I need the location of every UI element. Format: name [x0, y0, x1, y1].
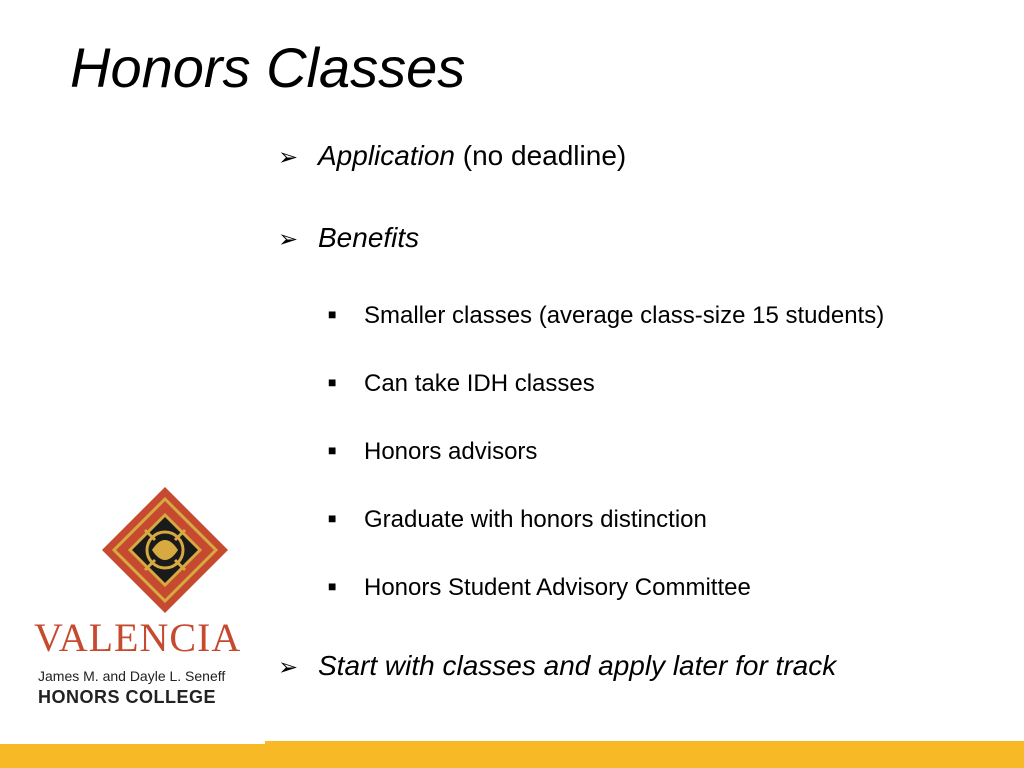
sub-bullet-text: Honors advisors: [364, 438, 538, 465]
bullet-emphasis: Start with classes and apply later for track: [318, 650, 837, 681]
arrow-bullet-icon: ➢: [278, 226, 299, 253]
sub-bullet: [328, 506, 707, 534]
logo-subtitle: James M. and Dayle L. Seneff: [38, 668, 226, 684]
bullet-emphasis: Benefits: [318, 222, 420, 253]
square-bullet-icon: ■: [328, 306, 337, 322]
bullet-benefits: [278, 222, 419, 254]
sub-bullet-text: Graduate with honors distinction: [364, 506, 707, 533]
bullet-application: [278, 140, 626, 172]
bullet-start: [278, 650, 836, 682]
sub-bullet: [328, 574, 751, 602]
sub-bullet: [328, 370, 595, 398]
footer-divider: [0, 741, 265, 744]
arrow-bullet-icon: ➢: [278, 654, 299, 681]
college-seal-icon: [100, 485, 230, 615]
sub-bullet: [328, 438, 537, 466]
sub-bullet-text: Honors Student Advisory Committee: [364, 574, 751, 601]
slide-title: Honors Classes: [70, 36, 466, 99]
bullet-text: (no deadline): [454, 140, 627, 171]
square-bullet-icon: ■: [328, 510, 337, 526]
sub-bullet-text: Can take IDH classes: [364, 370, 595, 397]
arrow-bullet-icon: ➢: [278, 144, 299, 171]
sub-bullet: [328, 302, 884, 330]
square-bullet-icon: ■: [328, 374, 337, 390]
logo-college-name: HONORS COLLEGE: [38, 687, 217, 707]
bullet-emphasis: Application: [318, 140, 455, 171]
square-bullet-icon: ■: [328, 578, 337, 594]
footer-accent-bar: [0, 741, 1024, 768]
square-bullet-icon: ■: [328, 442, 337, 458]
sub-bullet-text: Smaller classes (average class-size 15 students): [364, 302, 885, 329]
valencia-wordmark: VALENCIA: [34, 615, 242, 660]
